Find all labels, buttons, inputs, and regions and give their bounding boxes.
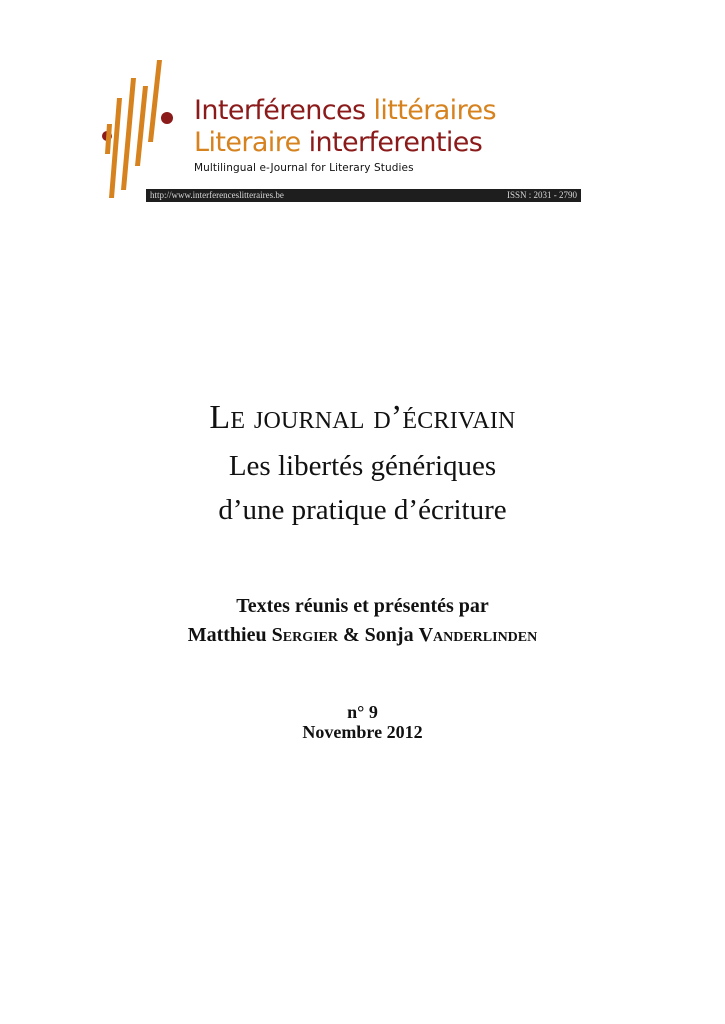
masthead-tagline: Multilingual e-Journal for Literary Studies (194, 162, 414, 174)
masthead-title-french (194, 95, 594, 127)
journal-url-link[interactable]: http://www.interferenceslitteraires.be (150, 190, 284, 200)
editors-ampersand: & (342, 624, 360, 646)
editor-1-first-name: Matthieu (187, 624, 267, 646)
issn-label: ISSN : 2031 - 2790 (506, 190, 577, 200)
issue-subtitle-line-1: Les libertés génériques (228, 450, 497, 482)
editors-names (0, 622, 725, 648)
url-issn-bar (146, 189, 581, 202)
editors-intro: Textes réunis et présentés par (236, 595, 489, 617)
issue-date: Novembre 2012 (302, 722, 423, 742)
masthead-title-nl-word-1: Literaire (194, 127, 301, 158)
issue-subtitle-line-2: d’une pratique d’écriture (218, 494, 507, 526)
editor-2-last-name: Vanderlinden (418, 624, 538, 646)
masthead-title-fr-word-1: Interférences (194, 95, 366, 126)
masthead-title-block (194, 95, 594, 174)
issue-title: Le journal d’écrivain (209, 399, 516, 436)
masthead-title-fr-word-2: littéraires (373, 95, 496, 126)
masthead-title-nl-word-2: interferenties (308, 127, 483, 158)
issue-number: n° 9 (347, 702, 378, 722)
editor-1-last-name: Sergier (271, 624, 338, 646)
journal-logo-icon (96, 58, 176, 204)
editor-2-first-name: Sonja (364, 624, 414, 646)
masthead-title-dutch (194, 127, 594, 159)
